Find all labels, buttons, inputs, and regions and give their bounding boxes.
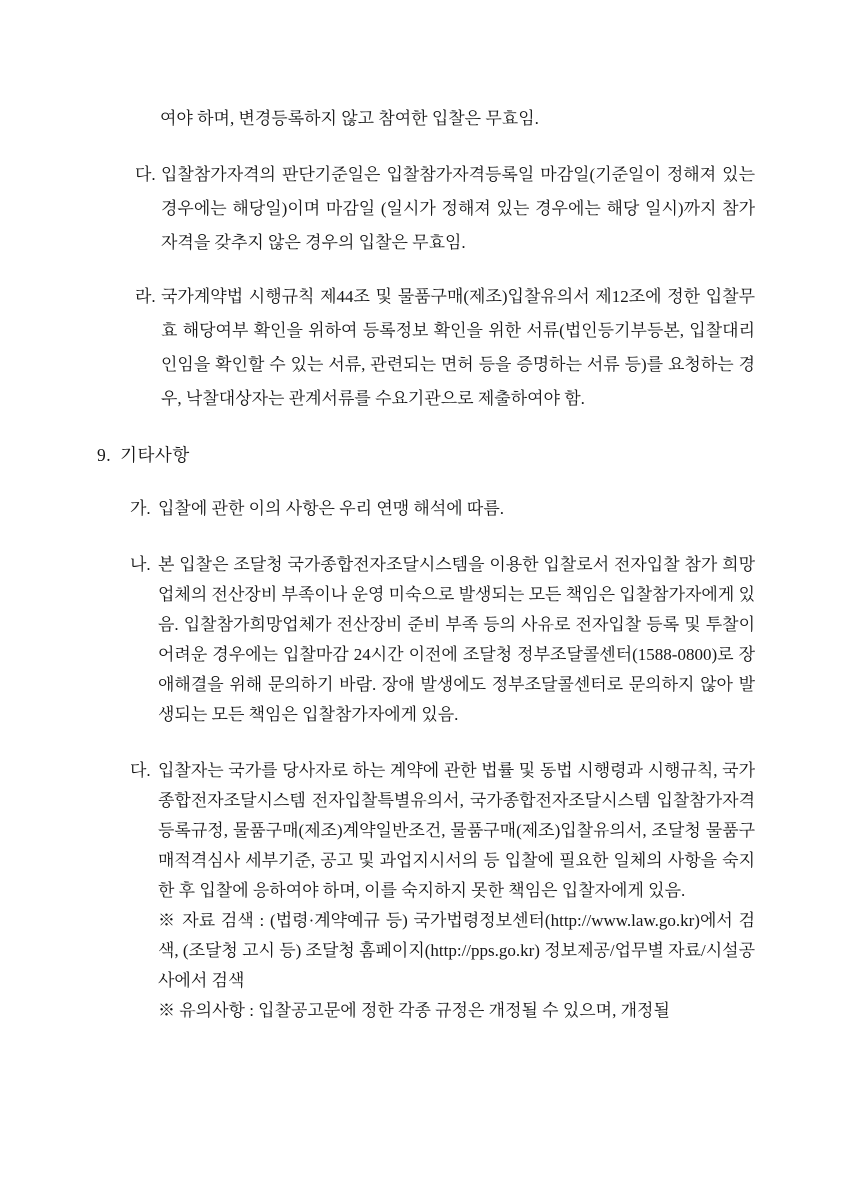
list-item-8-da	[135, 158, 755, 260]
section-title: 기타사항	[120, 445, 190, 465]
list-item-text: 입찰참가자격의 판단기준일은 입찰참가자격등록일 마감일(기준일이 정해져 있는 경우에는 해당일)이며 마감일 (일시가 정해져 있는 경우에는 해당 일시)까지 참가자격을 갖추지 않은 경우의 입찰은 무효임.	[161, 165, 755, 252]
paragraph-continuation: 여야 하며, 변경등록하지 않고 참여한 입찰은 무효임.	[160, 109, 539, 128]
list-item-text: 입찰에 관한 이의 사항은 우리 연맹 해석에 따름.	[158, 499, 505, 518]
list-item-marker: 나.	[130, 555, 151, 574]
reference-search-note: ※ 자료 검색 : (법령·계약예규 등) 국가법령정보센터(http://www.law.go.kr)에서 검색, (조달청 고시 등) 조달청 홈페이지(http://pps.go.kr) 정보제공/업무별 자료/시설공사에서 검색	[158, 911, 755, 990]
section-number: 9.	[97, 445, 112, 465]
list-item-marker: 가.	[130, 499, 151, 518]
section-heading	[97, 442, 755, 468]
list-item-text: 본 입찰은 조달청 국가종합전자조달시스템을 이용한 입찰로서 전자입찰 참가 희망업체의 전산장비 부족이나 운영 미숙으로 발생되는 모든 책임은 입찰참가자에게 있음. 입찰참가희망업체가 전산장비 준비 부족 등의 사유로 전자입찰 등록 및 투찰이 어려운 경우에는 입찰마감 24시간 이전에 조달청 정부조달콜센터(1588-0800)로 장애해결을 위해 문의하기 바람. 장애 발생에도 정부조달콜센터로 문의하지 않아 발생되는 모든 책임은 입찰참가자에게 있음.	[158, 555, 755, 724]
list-item-text-column	[158, 756, 755, 1026]
list-item-8-ra	[135, 280, 755, 416]
list-item-9-da	[130, 756, 755, 1026]
list-item-9-ga	[130, 494, 755, 524]
list-item-marker: 다.	[130, 761, 151, 780]
list-item-marker: 다.	[135, 165, 156, 184]
list-item-9-na	[130, 550, 755, 730]
list-item-text: 국가계약법 시행규칙 제44조 및 물품구매(제조)입찰유의서 제12조에 정한 입찰무효 해당여부 확인을 위하여 등록정보 확인을 위한 서류(법인등기부등본, 입찰대리인임을 확인할 수 있는 서류, 관련되는 면허 등을 증명하는 서류 등)를 요청하는 경우, 낙찰대상자는 관계서류를 수요기관으로 제출하여야 함.	[161, 287, 755, 408]
list-item-text: 입찰자는 국가를 당사자로 하는 계약에 관한 법률 및 동법 시행령과 시행규칙, 국가종합전자조달시스템 전자입찰특별유의서, 국가종합전자조달시스템 입찰참가자격등록규정, 물품구매(제조)계약일반조건, 물품구매(제조)입찰유의서, 조달청 물품구매적격심사 세부기준, 공고 및 과업지시서의 등 입찰에 필요한 일체의 사항을 숙지한 후 입찰에 응하여야 하며, 이를 숙지하지 못한 책임은 입찰자에게 있음.	[158, 761, 755, 900]
list-item-marker: 라.	[135, 287, 156, 306]
caution-note: ※ 유의사항 : 입찰공고문에 정한 각종 규정은 개정될 수 있으며, 개정될	[158, 1001, 670, 1020]
